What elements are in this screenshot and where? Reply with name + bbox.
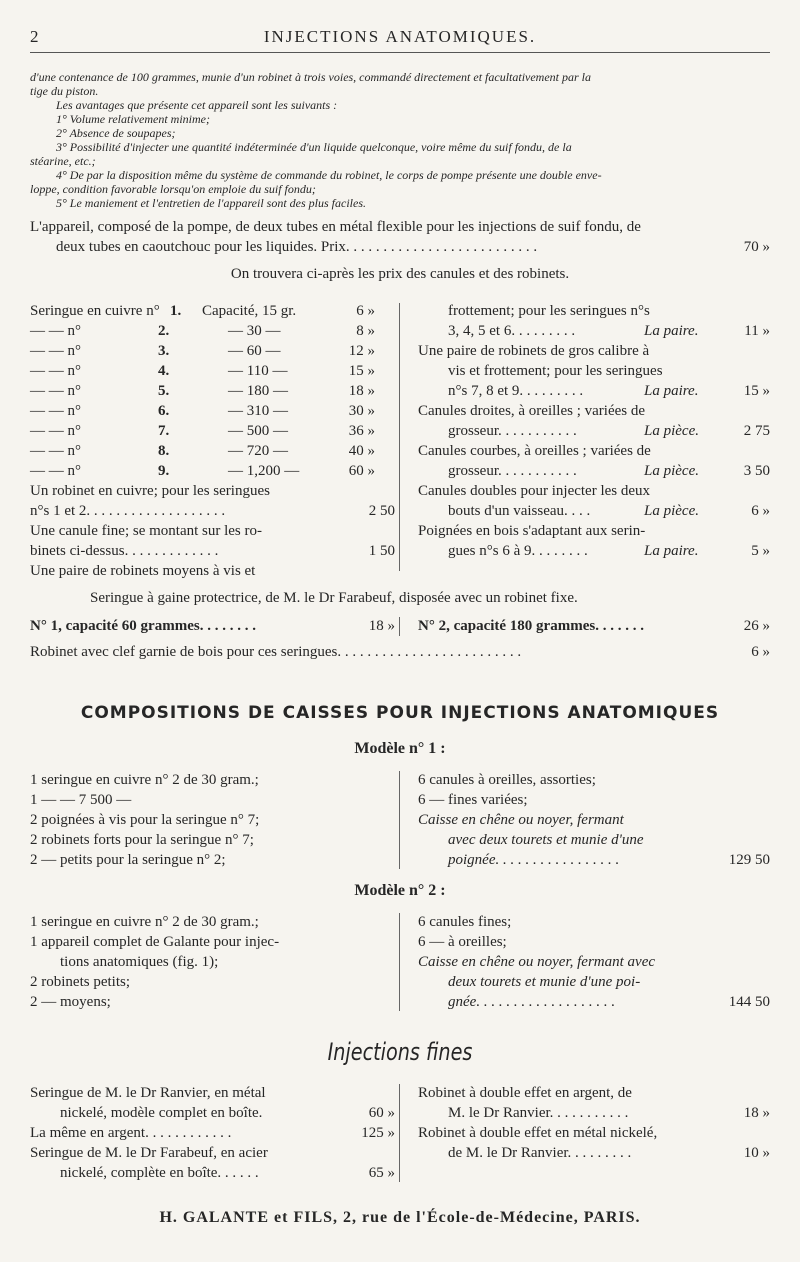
list-item: 2 robinets petits; <box>30 974 130 990</box>
farabeuf-title: Seringue à gaine protectrice, de M. le Dr Farabeuf, disposée avec un robinet fixe. <box>90 590 578 606</box>
seringue-row <box>30 441 395 461</box>
seringue-row <box>30 381 395 401</box>
seringue-row <box>30 461 395 481</box>
fines-left <box>30 1083 395 1183</box>
seringue-capacity: — 30 — <box>228 323 281 339</box>
clef-label: Robinet avec clef garnie de bois pour ces seringues. . . . . . . . . . . . . . . . . . . . . . . . . <box>30 644 522 660</box>
farabeuf-clef <box>30 642 770 662</box>
farabeuf-n1-label: N° 1, capacité 60 grammes. . . . . . . . <box>30 618 256 634</box>
seringue-number: 2. <box>158 323 170 339</box>
list-item: 1 seringue en cuivre n° 2 de 30 gram.; <box>30 772 259 788</box>
clef-price: 6 » <box>751 644 770 660</box>
list-item: gues n°s 6 à 9. . . . . . . . La paire. 5 » <box>448 543 770 559</box>
list-item: grosseur. . . . . . . . . . . La pièce. 2 75 <box>448 423 770 439</box>
price-note: On trouvera ci-après les prix des canules et des robinets. <box>230 266 570 282</box>
column-divider <box>399 913 400 1011</box>
intro-line: tige du piston. <box>30 84 99 98</box>
list-item: 1 appareil complet de Galante pour injec- <box>30 934 280 950</box>
seringue-capacity: — 720 — <box>228 443 288 459</box>
advantage-item: 4° De par la disposition même du système de commande du robinet, le corps de pompe présente une double enve- <box>56 168 602 182</box>
seringue-number: 5. <box>158 383 170 399</box>
intro-line: d'une contenance de 100 grammes, munie d'un robinet à trois voies, commandé directement et facultativement par la <box>30 70 592 84</box>
seringue-price: 40 » <box>348 443 375 459</box>
seringue-label: — — n° <box>30 403 81 419</box>
farabeuf-n2 <box>418 616 770 636</box>
fines-right <box>418 1083 770 1163</box>
list-item: Un robinet en cuivre; pour les seringues <box>30 483 270 499</box>
farabeuf-n2-price: 26 » <box>743 618 770 634</box>
appareil-paragraph <box>30 217 770 257</box>
running-title: INJECTIONS ANATOMIQUES. <box>263 27 537 46</box>
list-item: nickelé, modèle complet en boîte. 60 » <box>60 1105 395 1121</box>
advantage-item: stéarine, etc.; <box>30 154 96 168</box>
seringue-price: 15 » <box>348 363 375 379</box>
seringue-label: Seringue en cuivre n° <box>30 303 160 319</box>
right-price-column <box>418 301 770 561</box>
page-number: 2 <box>30 27 39 46</box>
model-1-right <box>418 770 770 870</box>
list-item: poignée. . . . . . . . . . . . . . . . . 129 50 <box>448 852 770 868</box>
list-item: deux tourets et munie d'une poi- <box>448 974 641 990</box>
seringue-row <box>30 361 395 381</box>
list-item: 6 canules fines; <box>418 914 512 930</box>
list-item: 2 robinets forts pour la seringue n° 7; <box>30 832 254 848</box>
column-divider <box>399 617 400 636</box>
list-item: Canules courbes, à oreilles ; variées de <box>418 443 651 459</box>
list-item: 1 — — 7 500 — <box>30 792 132 808</box>
list-item: Canules doubles pour injecter les deux <box>418 483 651 499</box>
seringue-label: — — n° <box>30 443 81 459</box>
column-divider <box>399 1084 400 1182</box>
section-title: COMPOSITIONS DE CAISSES POUR INJECTIONS ANATOMIQUES <box>80 703 720 723</box>
list-item: Canules droites, à oreilles ; variées de <box>418 403 646 419</box>
list-item: Une paire de robinets moyens à vis et <box>30 563 256 579</box>
list-item: tions anatomiques (fig. 1); <box>60 954 219 970</box>
list-item: n°s 1 et 2. . . . . . . . . . . . . . . . . . . 2 50 <box>30 503 395 519</box>
intro-block <box>30 70 770 210</box>
column-divider <box>399 303 400 571</box>
seringue-capacity: — 310 — <box>228 403 288 419</box>
appareil-line <box>30 237 770 257</box>
footer-address: H. GALANTE et FILS, 2, rue de l'École-de-Médecine, PARIS. <box>159 1209 641 1226</box>
left-price-column <box>30 301 395 481</box>
model-2-title: Modèle n° 2 : <box>354 882 446 899</box>
seringue-price: 6 » <box>356 303 375 319</box>
list-item: vis et frottement; pour les seringues <box>448 363 663 379</box>
seringue-capacity: — 1,200 — <box>228 463 300 479</box>
header-rule <box>30 52 770 53</box>
seringue-number: 7. <box>158 423 170 439</box>
seringue-price: 18 » <box>348 383 375 399</box>
seringue-row <box>30 401 395 421</box>
advantage-item: 5° Le maniement et l'entretien de l'appareil sont des plus faciles. <box>56 196 366 210</box>
list-item: bouts d'un vaisseau. . . . La pièce. 6 » <box>448 503 770 519</box>
list-item: Une paire de robinets de gros calibre à <box>418 343 650 359</box>
list-item: 1 seringue en cuivre n° 2 de 30 gram.; <box>30 914 259 930</box>
seringue-label: — — n° <box>30 343 81 359</box>
left-extra-items <box>30 481 395 581</box>
seringue-capacity: — 180 — <box>228 383 288 399</box>
seringue-label: — — n° <box>30 463 81 479</box>
seringue-price: 36 » <box>348 423 375 439</box>
advantage-item: 3° Possibilité d'injecter une quantité indéterminée d'un liquide quelconque, voire même du suif fondu, de la <box>56 140 572 154</box>
column-divider <box>399 771 400 869</box>
list-item: Seringue de M. le Dr Ranvier, en métal <box>30 1085 266 1101</box>
seringue-row <box>30 421 395 441</box>
list-item: Poignées en bois s'adaptant aux serin- <box>418 523 646 539</box>
advantage-item: 2° Absence de soupapes; <box>56 126 176 140</box>
seringue-row <box>30 321 395 341</box>
list-item: 2 — moyens; <box>30 994 111 1010</box>
list-item: 2 poignées à vis pour la seringue n° 7; <box>30 812 260 828</box>
seringue-number: 9. <box>158 463 170 479</box>
seringue-number: 1. <box>170 303 182 319</box>
seringue-price: 12 » <box>348 343 375 359</box>
list-item: gnée. . . . . . . . . . . . . . . . . . . 144 50 <box>448 994 770 1010</box>
list-item: 3, 4, 5 et 6. . . . . . . . . La paire. 11 » <box>448 323 770 339</box>
appareil-text: deux tubes en caoutchouc pour les liquides. Prix. . . . . . . . . . . . . . . . . . . . . . . . . . <box>56 239 538 255</box>
farabeuf-n2-label: N° 2, capacité 180 grammes. . . . . . . <box>418 618 644 634</box>
list-item: Caisse en chêne ou noyer, fermant <box>418 812 624 828</box>
seringue-label: — — n° <box>30 363 81 379</box>
seringue-row <box>30 301 395 321</box>
list-item: M. le Dr Ranvier. . . . . . . . . . . 18 » <box>448 1105 770 1121</box>
seringue-capacity: — 110 — <box>228 363 288 379</box>
seringue-capacity: — 500 — <box>228 423 288 439</box>
list-item: avec deux tourets et munie d'une <box>448 832 644 848</box>
advantage-item: loppe, condition favorable lorsqu'on emploie du suif fondu; <box>30 182 316 196</box>
model-2-right <box>418 912 770 1012</box>
list-item: 6 — fines variées; <box>418 792 528 808</box>
farabeuf-n1-price: 18 » <box>368 618 395 634</box>
seringue-price: 30 » <box>348 403 375 419</box>
seringue-price: 8 » <box>356 323 375 339</box>
seringue-label: — — n° <box>30 383 81 399</box>
model-1-left <box>30 770 395 870</box>
seringue-number: 3. <box>158 343 170 359</box>
list-item: 2 — petits pour la seringue n° 2; <box>30 852 226 868</box>
model-1-title: Modèle n° 1 : <box>354 740 446 757</box>
list-item: binets ci-dessus. . . . . . . . . . . . . 1 50 <box>30 543 395 559</box>
list-item: grosseur. . . . . . . . . . . La pièce. 3 50 <box>448 463 770 479</box>
fines-title: Injections fines <box>327 1038 473 1066</box>
intro-line: Les avantages que présente cet appareil sont les suivants : <box>56 98 338 112</box>
appareil-price: 70 » <box>743 239 770 255</box>
list-item: 6 canules à oreilles, assorties; <box>418 772 596 788</box>
seringue-capacity: Capacité, 15 gr. <box>202 303 297 319</box>
list-item: Caisse en chêne ou noyer, fermant avec <box>418 954 656 970</box>
list-item: n°s 7, 8 et 9. . . . . . . . . La paire. 15 » <box>448 383 770 399</box>
appareil-line: L'appareil, composé de la pompe, de deux tubes en métal flexible pour les injections de suif fondu, de <box>30 219 641 235</box>
list-item: Robinet à double effet en argent, de <box>418 1085 632 1101</box>
seringue-price: 60 » <box>348 463 375 479</box>
seringue-label: — — n° <box>30 423 81 439</box>
seringue-label: — — n° <box>30 323 81 339</box>
list-item: 6 — à oreilles; <box>418 934 507 950</box>
list-item: frottement; pour les seringues n°s <box>448 303 650 319</box>
list-item: de M. le Dr Ranvier. . . . . . . . . 10 » <box>448 1145 770 1161</box>
seringue-capacity: — 60 — <box>228 343 281 359</box>
model-2-left <box>30 912 395 1012</box>
list-item: Robinet à double effet en métal nickelé, <box>418 1125 658 1141</box>
list-item: La même en argent. . . . . . . . . . . . 125 » <box>30 1125 395 1141</box>
seringue-number: 6. <box>158 403 170 419</box>
advantage-item: 1° Volume relativement minime; <box>56 112 210 126</box>
seringue-row <box>30 341 395 361</box>
list-item: Une canule fine; se montant sur les ro- <box>30 523 263 539</box>
seringue-number: 4. <box>158 363 170 379</box>
list-item: nickelé, complète en boîte. . . . . . 65 » <box>60 1165 395 1181</box>
seringue-number: 8. <box>158 443 170 459</box>
farabeuf-n1 <box>30 616 395 636</box>
list-item: Seringue de M. le Dr Farabeuf, en acier <box>30 1145 268 1161</box>
